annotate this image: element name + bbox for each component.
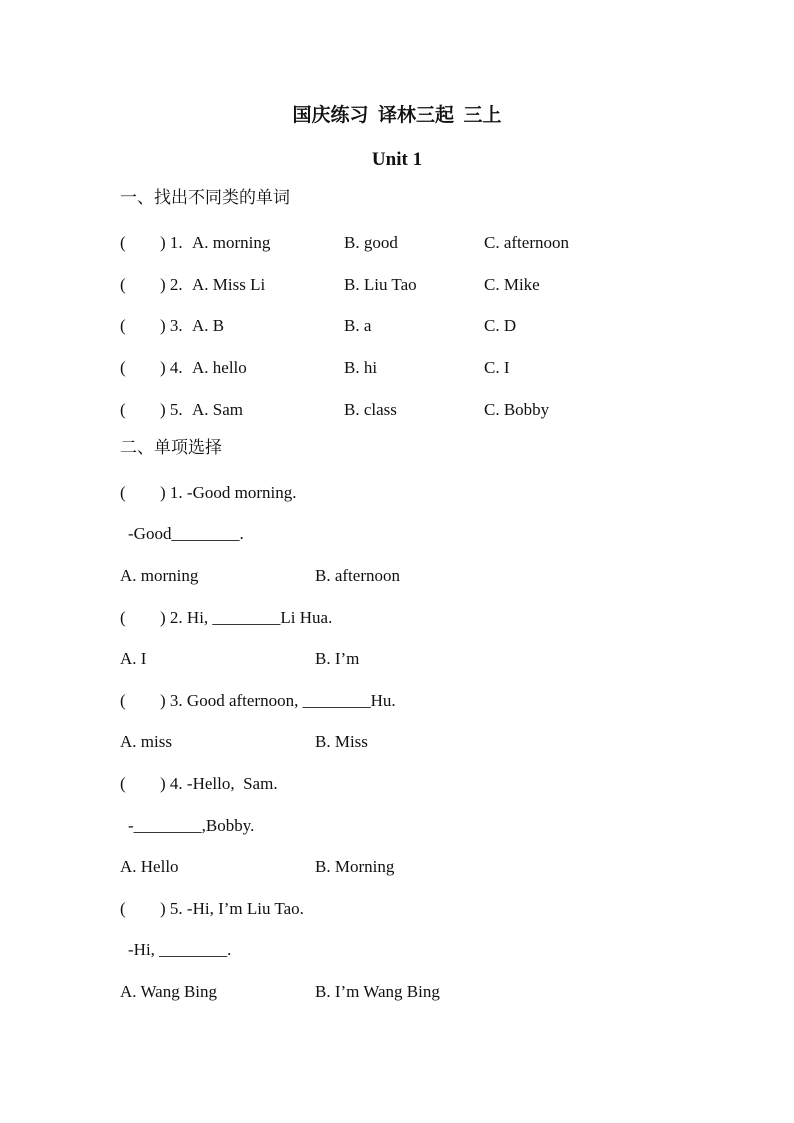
answer-paren: ( — [120, 483, 126, 502]
question-stem: ) 2. Hi, ________Li Hua. — [160, 608, 333, 627]
s2-question-3-options — [0, 733, 794, 755]
question-number: ) 1. — [160, 233, 183, 252]
option-a: A. hello — [192, 358, 247, 377]
option-a: A. morning — [192, 233, 271, 252]
s2-question-1-reply — [0, 525, 794, 547]
question-stem: ) 1. -Good morning. — [160, 483, 297, 502]
option-b: B. class — [344, 400, 397, 419]
s2-question-5-options — [0, 983, 794, 1005]
option-b: B. I’m — [315, 649, 360, 668]
question-stem: ) 4. -Hello, Sam. — [160, 774, 278, 793]
option-c: C. afternoon — [484, 233, 569, 252]
question-continuation: -Good________. — [128, 524, 244, 543]
question-number: ) 2. — [160, 275, 183, 294]
question-number: ) 4. — [160, 358, 183, 377]
page-title: 国庆练习 译林三起 三上 — [292, 105, 502, 126]
option-b: B. Liu Tao — [344, 275, 417, 294]
answer-paren: ( — [120, 400, 126, 419]
option-a: A. Wang Bing — [120, 982, 218, 1001]
option-a: A. morning — [120, 566, 199, 585]
s2-question-4-reply — [0, 817, 794, 839]
answer-paren: ( — [120, 316, 126, 335]
option-b: B. Morning — [315, 857, 395, 876]
section-1-heading: 一、找出不同类的单词 — [120, 188, 290, 207]
option-a: A. Sam — [192, 400, 243, 419]
s2-question-2-options — [0, 650, 794, 672]
question-continuation: -Hi, ________. — [128, 940, 232, 959]
option-a: A. Miss Li — [192, 275, 266, 294]
section-2-heading: 二、单项选择 — [120, 438, 222, 457]
s2-question-5-reply — [0, 941, 794, 963]
option-c: C. Bobby — [484, 400, 550, 419]
option-c: C. I — [484, 358, 510, 377]
s1-question-5 — [0, 401, 794, 423]
s1-question-1 — [0, 234, 794, 256]
option-b: B. good — [344, 233, 398, 252]
s2-question-2 — [0, 609, 794, 631]
question-continuation: -________,Bobby. — [128, 816, 255, 835]
option-b: B. hi — [344, 358, 378, 377]
option-a: A. I — [120, 649, 147, 668]
s2-question-4 — [0, 775, 794, 797]
answer-paren: ( — [120, 275, 126, 294]
s2-question-3 — [0, 692, 794, 714]
unit-title: Unit 1 — [371, 149, 423, 170]
s1-question-2 — [0, 276, 794, 298]
answer-paren: ( — [120, 358, 126, 377]
s2-question-1-options — [0, 567, 794, 589]
answer-paren: ( — [120, 774, 126, 793]
option-a: A. miss — [120, 732, 172, 751]
s1-question-4 — [0, 359, 794, 381]
option-c: C. D — [484, 316, 517, 335]
option-a: A. B — [192, 316, 225, 335]
s2-question-4-options — [0, 858, 794, 880]
option-b: B. I’m Wang Bing — [315, 982, 440, 1001]
question-stem: ) 3. Good afternoon, ________Hu. — [160, 691, 396, 710]
question-number: ) 5. — [160, 400, 183, 419]
option-b: B. a — [344, 316, 372, 335]
s2-question-1 — [0, 484, 794, 506]
answer-paren: ( — [120, 691, 126, 710]
s1-question-3 — [0, 317, 794, 339]
answer-paren: ( — [120, 608, 126, 627]
question-stem: ) 5. -Hi, I’m Liu Tao. — [160, 899, 304, 918]
answer-paren: ( — [120, 233, 126, 252]
answer-paren: ( — [120, 899, 126, 918]
option-b: B. Miss — [315, 732, 368, 751]
option-a: A. Hello — [120, 857, 179, 876]
option-b: B. afternoon — [315, 566, 400, 585]
s2-question-5 — [0, 900, 794, 922]
option-c: C. Mike — [484, 275, 540, 294]
question-number: ) 3. — [160, 316, 183, 335]
